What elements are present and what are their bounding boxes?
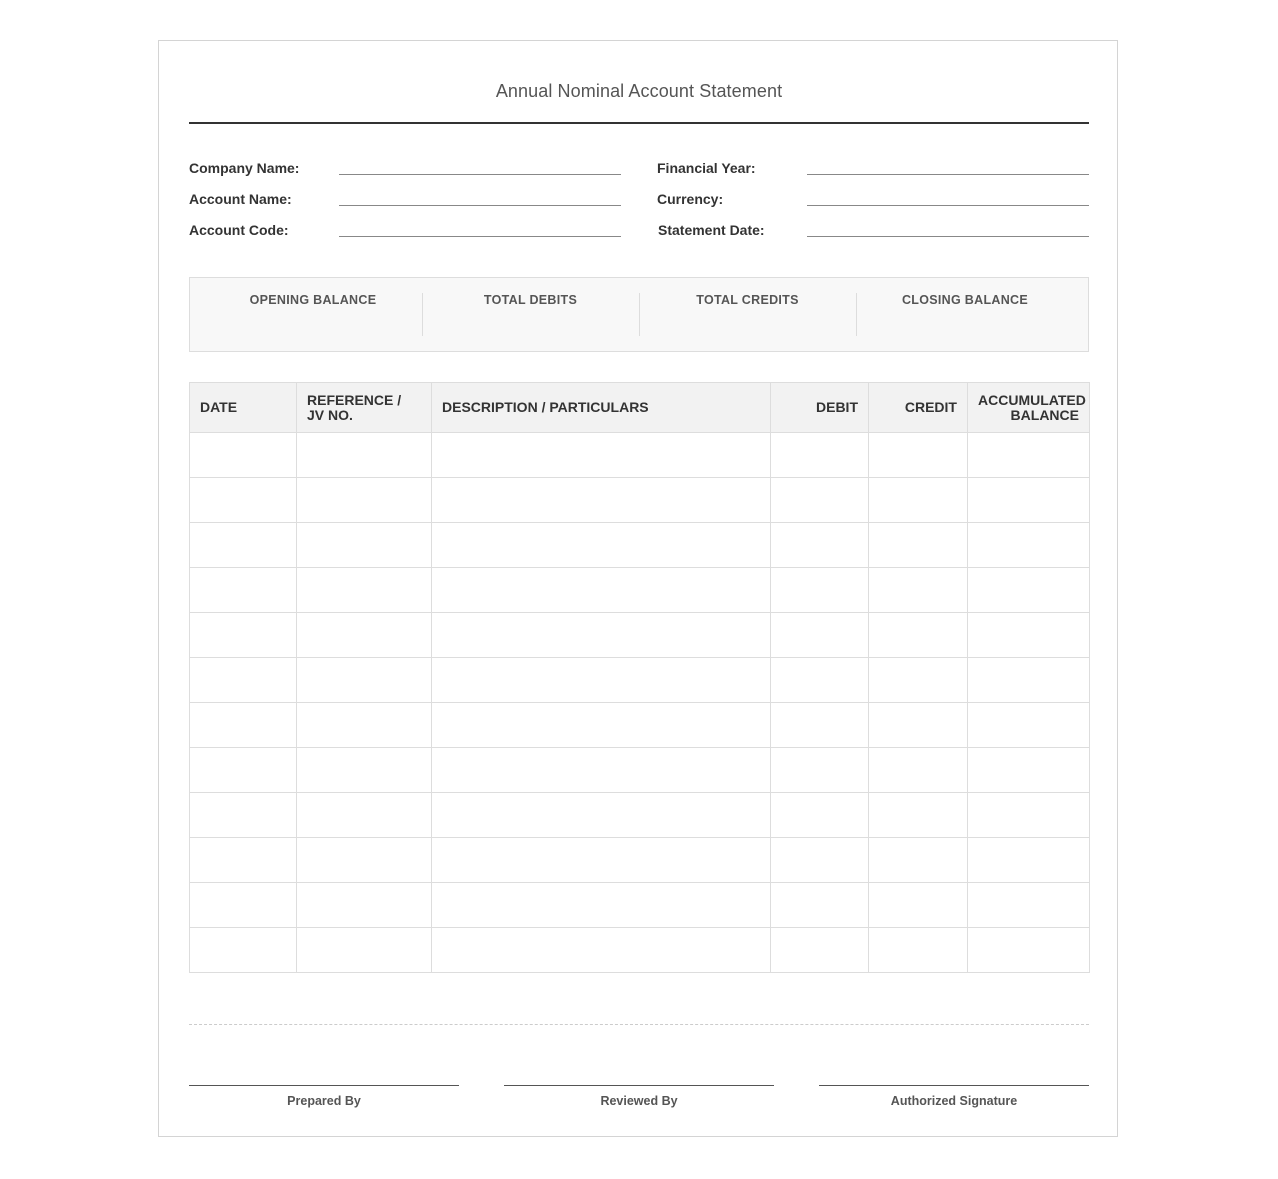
table-row [190,523,1090,568]
cell-description[interactable] [432,433,771,478]
reviewed-by-signature-line[interactable] [504,1085,774,1086]
prepared-by-label: Prepared By [287,1094,361,1108]
cell-accumulated-balance[interactable] [968,793,1090,838]
cell-reference[interactable] [297,658,432,703]
cell-description[interactable] [432,478,771,523]
column-header-reference: REFERENCE / JV NO. [297,383,432,433]
cell-accumulated-balance[interactable] [968,613,1090,658]
table-row [190,883,1090,928]
cell-description[interactable] [432,928,771,973]
cell-debit[interactable] [771,433,869,478]
cell-accumulated-balance[interactable] [968,883,1090,928]
cell-description[interactable] [432,748,771,793]
cell-accumulated-balance[interactable] [968,478,1090,523]
cell-reference[interactable] [297,613,432,658]
cell-description[interactable] [432,523,771,568]
cell-credit[interactable] [869,793,968,838]
cell-date[interactable] [190,523,297,568]
cell-credit[interactable] [869,433,968,478]
currency-field[interactable] [807,205,1089,206]
table-row [190,613,1090,658]
cell-accumulated-balance[interactable] [968,523,1090,568]
prepared-by-signature-line[interactable] [189,1085,459,1086]
company-name-label: Company Name: [189,160,300,176]
cell-date[interactable] [190,433,297,478]
cell-reference[interactable] [297,568,432,613]
cell-debit[interactable] [771,748,869,793]
cell-description[interactable] [432,883,771,928]
cell-reference[interactable] [297,838,432,883]
cell-accumulated-balance[interactable] [968,748,1090,793]
cell-reference[interactable] [297,703,432,748]
ledger-header-row [190,383,1090,433]
cell-reference[interactable] [297,523,432,568]
cell-date[interactable] [190,793,297,838]
cell-description[interactable] [432,793,771,838]
table-row [190,748,1090,793]
column-header-credit: CREDIT [869,383,968,433]
title-divider [189,122,1089,124]
table-row [190,928,1090,973]
cell-date[interactable] [190,613,297,658]
cell-debit[interactable] [771,613,869,658]
cell-credit[interactable] [869,883,968,928]
cell-date[interactable] [190,883,297,928]
ledger-table [189,382,1090,973]
closing-balance-cell [856,278,1074,351]
cell-debit[interactable] [771,883,869,928]
statement-date-label: Statement Date: [658,222,765,238]
cell-accumulated-balance[interactable] [968,703,1090,748]
table-row [190,478,1090,523]
cell-description[interactable] [432,658,771,703]
column-header-accumulated-balance: ACCUMULATED BALANCE [968,383,1090,433]
account-name-field[interactable] [339,205,621,206]
cell-date[interactable] [190,568,297,613]
cell-reference[interactable] [297,478,432,523]
column-header-date: DATE [190,383,297,433]
cell-accumulated-balance[interactable] [968,568,1090,613]
account-code-field[interactable] [339,236,621,237]
reviewed-by-label: Reviewed By [600,1094,678,1108]
cell-reference[interactable] [297,748,432,793]
authorized-signature-label: Authorized Signature [890,1094,1018,1108]
cell-date[interactable] [190,838,297,883]
table-row [190,658,1090,703]
cell-description[interactable] [432,613,771,658]
total-debits-label: TOTAL DEBITS [483,293,578,307]
cell-debit[interactable] [771,568,869,613]
cell-credit[interactable] [869,658,968,703]
cell-credit[interactable] [869,838,968,883]
cell-date[interactable] [190,478,297,523]
cell-credit[interactable] [869,928,968,973]
cell-date[interactable] [190,928,297,973]
signature-divider [189,1024,1089,1025]
statement-date-field[interactable] [807,236,1089,237]
cell-reference[interactable] [297,793,432,838]
column-header-debit: DEBIT [771,383,869,433]
table-row [190,568,1090,613]
cell-reference[interactable] [297,928,432,973]
cell-debit[interactable] [771,928,869,973]
cell-credit[interactable] [869,568,968,613]
opening-balance-label: OPENING BALANCE [249,293,377,307]
account-code-label: Account Code: [189,222,289,238]
opening-balance-cell [204,278,422,351]
cell-date[interactable] [190,703,297,748]
cell-description[interactable] [432,838,771,883]
cell-debit[interactable] [771,703,869,748]
account-name-label: Account Name: [189,191,292,207]
cell-reference[interactable] [297,433,432,478]
company-name-field[interactable] [339,174,621,175]
cell-credit[interactable] [869,613,968,658]
closing-balance-label: CLOSING BALANCE [901,293,1029,307]
cell-description[interactable] [432,568,771,613]
table-row [190,838,1090,883]
table-row [190,793,1090,838]
cell-debit[interactable] [771,838,869,883]
ledger-body [190,433,1090,973]
financial-year-label: Financial Year: [657,160,756,176]
balance-summary [189,277,1089,352]
statement-page [158,40,1118,1137]
cell-description[interactable] [432,703,771,748]
cell-credit[interactable] [869,748,968,793]
total-credits-cell [639,278,856,351]
cell-debit[interactable] [771,478,869,523]
cell-debit[interactable] [771,793,869,838]
financial-year-field[interactable] [807,174,1089,175]
cell-accumulated-balance[interactable] [968,838,1090,883]
column-header-description: DESCRIPTION / PARTICULARS [432,383,771,433]
table-row [190,433,1090,478]
cell-credit[interactable] [869,523,968,568]
cell-accumulated-balance[interactable] [968,928,1090,973]
currency-label: Currency: [657,191,724,207]
cell-debit[interactable] [771,523,869,568]
total-debits-cell [422,278,639,351]
cell-date[interactable] [190,748,297,793]
total-credits-label: TOTAL CREDITS [696,293,799,307]
cell-reference[interactable] [297,883,432,928]
cell-credit[interactable] [869,703,968,748]
cell-accumulated-balance[interactable] [968,433,1090,478]
cell-credit[interactable] [869,478,968,523]
cell-date[interactable] [190,658,297,703]
cell-debit[interactable] [771,658,869,703]
cell-accumulated-balance[interactable] [968,658,1090,703]
authorized-signature-line[interactable] [819,1085,1089,1086]
page-title: Annual Nominal Account Statement [495,81,783,101]
table-row [190,703,1090,748]
